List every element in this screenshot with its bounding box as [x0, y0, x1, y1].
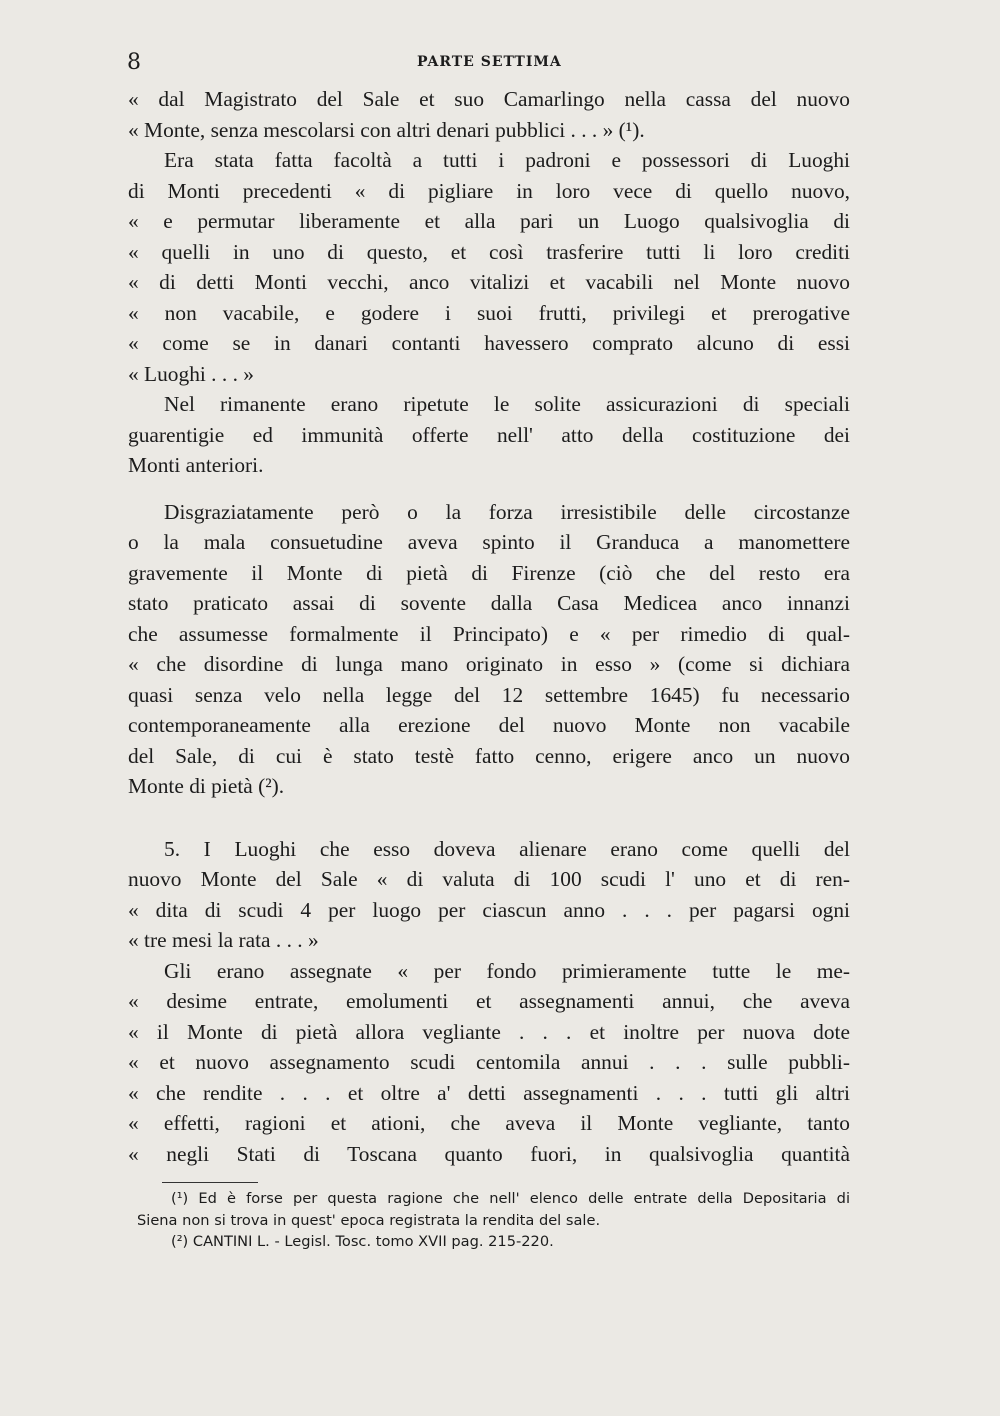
- footnote-line: (¹) Ed è forse per questa ragione che nell' elenco delle entrate della Depositaria di: [171, 1190, 850, 1207]
- running-head: PARTE SETTIMA: [417, 54, 562, 70]
- text-line: « di detti Monti vecchi, anco vitalizi et vacabili nel Monte nuovo: [128, 270, 850, 294]
- footnotes: [137, 1188, 850, 1253]
- text-line: Era stata fatta facoltà a tutti i padroni e possessori di Luoghi: [164, 148, 850, 172]
- text-line: « Monte, senza mescolarsi con altri denari pubblici . . . » (¹).: [128, 117, 645, 142]
- text-line: Monte di pietà (²).: [128, 774, 285, 798]
- text-line: o la mala consuetudine aveva spinto il Granduca a manomettere: [128, 530, 850, 554]
- footnote-divider: [162, 1182, 258, 1183]
- paragraph: [128, 834, 850, 956]
- text-line: guarentigie ed immunità offerte nell' atto della costituzione dei: [128, 422, 850, 447]
- paragraph: [128, 956, 850, 1170]
- text-line: del Sale, di cui è stato testè fatto cenno, erigere anco un nuovo: [128, 743, 850, 768]
- paragraph: [128, 497, 850, 802]
- text-line: gravemente il Monte di pietà di Firenze (ciò che del resto era: [128, 560, 850, 585]
- paragraph: [128, 84, 850, 145]
- footnote-line: (²) CANTINI L. - Legisl. Tosc. tomo XVII pag. 215-220.: [171, 1233, 554, 1250]
- text-line: Nel rimanente erano ripetute le solite assicurazioni di speciali: [164, 392, 850, 416]
- footnote: [137, 1188, 850, 1231]
- footnote-line: Siena non si trova in quest' epoca registrata la rendita del sale.: [137, 1211, 601, 1229]
- text-line: « tre mesi la rata . . . »: [128, 928, 319, 952]
- text-line: « che disordine di lunga mano originato in esso » (come si dichiara: [128, 652, 850, 676]
- text-line: « come se in danari contanti havessero comprato alcuno di essi: [128, 331, 850, 355]
- text-line: quasi senza velo nella legge del 12 settembre 1645) fu necessario: [128, 682, 850, 707]
- body-text: [128, 84, 850, 1169]
- text-line: « dita di scudi 4 per luogo per ciascun anno . . . per pagarsi ogni: [128, 897, 850, 922]
- text-line: « effetti, ragioni et ationi, che aveva il Monte vegliante, tanto: [128, 1111, 850, 1135]
- text-line: contemporaneamente alla erezione del nuovo Monte non vacabile: [128, 713, 850, 737]
- text-line: « negli Stati di Toscana quanto fuori, in qualsivoglia quantità: [128, 1141, 850, 1166]
- text-line: « quelli in uno di questo, et così trasferire tutti li loro crediti: [128, 239, 850, 264]
- text-line: « desime entrate, emolumenti et assegnamenti annui, che aveva: [128, 989, 850, 1013]
- text-line: « Luoghi . . . »: [128, 361, 254, 386]
- page-header: [127, 50, 850, 76]
- text-line: Gli erano assegnate « per fondo primieramente tutte le me-: [164, 958, 850, 983]
- text-line: « il Monte di pietà allora vegliante . . . et inoltre per nuova dote: [128, 1019, 850, 1044]
- paragraph: [128, 389, 850, 481]
- text-line: Disgraziatamente però o la forza irresistibile delle circostanze: [164, 499, 850, 524]
- text-line: Monti anteriori.: [128, 453, 264, 477]
- paragraph: [128, 145, 850, 389]
- text-line: « non vacabile, e godere i suoi frutti, privilegi et prerogative: [128, 300, 850, 325]
- page-number: 8: [127, 50, 141, 75]
- text-line: 5. I Luoghi che esso doveva alienare erano come quelli del: [164, 836, 850, 861]
- text-line: nuovo Monte del Sale « di valuta di 100 scudi l' uno et di ren-: [128, 867, 850, 891]
- text-line: « e permutar liberamente et alla pari un Luogo qualsivoglia di: [128, 209, 850, 233]
- text-line: che assumesse formalmente il Principato) e « per rimedio di qual-: [128, 621, 850, 646]
- text-line: stato praticato assai di sovente dalla Casa Medicea anco innanzi: [128, 591, 850, 615]
- text-line: « et nuovo assegnamento scudi centomila annui . . . sulle pubbli-: [128, 1050, 850, 1074]
- footnote: [137, 1231, 850, 1253]
- text-line: « che rendite . . . et oltre a' detti assegnamenti . . . tutti gli altri: [128, 1080, 850, 1105]
- text-line: « dal Magistrato del Sale et suo Camarlingo nella cassa del nuovo: [128, 87, 850, 111]
- text-line: di Monti precedenti « di pigliare in loro vece di quello nuovo,: [128, 178, 850, 203]
